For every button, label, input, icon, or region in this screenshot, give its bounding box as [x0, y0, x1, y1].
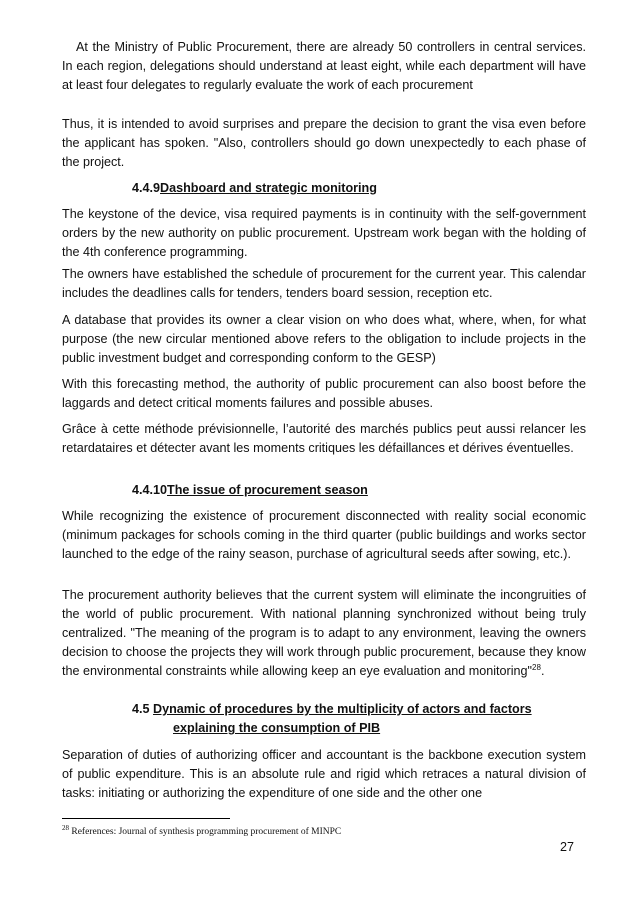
- heading-title: Dashboard and strategic monitoring: [160, 181, 377, 195]
- paragraph-keystone: The keystone of the device, visa required payments is in continuity with the self-government orders by the new authority on public procurement. Upstream work began with the holding of the 4th conference programming.: [62, 207, 586, 259]
- heading-title-line1: Dynamic of procedures by the multiplicity of actors and factors: [153, 702, 532, 716]
- heading-number: 4.5: [132, 702, 150, 716]
- paragraph-french: Grâce à cette méthode prévisionnelle, l’autorité des marchés publics peut aussi relancer les retardataires et détecter avant les moments critiques les défaillances et dérives éventuelles.: [62, 422, 586, 455]
- paragraph-forecasting: With this forecasting method, the authority of public procurement can also boost before the laggards and detect critical moments failures and possible abuses.: [62, 377, 586, 410]
- heading-title-line2: explaining the consumption of PIB: [173, 721, 381, 735]
- paragraph-database: A database that provides its owner a clear vision on who does what, where, when, for what purpose (the new circular mentioned above refers to the obligation to include projects in the public investment budget and corresponding conform to the GESP): [62, 313, 586, 365]
- footnote-separator: [62, 818, 230, 819]
- page-number: 27: [560, 840, 575, 854]
- heading-4-4-10: [132, 481, 368, 500]
- heading-4-4-9: [132, 179, 377, 198]
- paragraph-separation-of-duties: Separation of duties of authorizing officer and accountant is the backbone execution system of public expenditure. This is an absolute rule and rigid which retraces a natural division of tasks: initiating or authorizing the expenditure of one side and the other one: [62, 748, 586, 800]
- heading-number: 4.4.10: [132, 483, 168, 497]
- heading-4-5: [132, 700, 592, 738]
- heading-number: 4.4.9: [132, 181, 161, 195]
- heading-title: The issue of procurement season: [167, 483, 368, 497]
- footnote-number: 28: [62, 824, 69, 832]
- footnote-text: References: Journal of synthesis programming procurement of MINPC: [71, 827, 342, 838]
- paragraph-authority-believes: The procurement authority believes that the current system will eliminate the incongruities of the world of public procurement. With national planning synchronized without being truly centralized. "The meaning of the program is to adapt to any environment, leaving the owners decision to choose the projects they will work through public procurement, because they know the environmental constraints while allowing keep an eye evaluation and monitoring"$^{28}$.: [62, 588, 586, 678]
- paragraph-surprises: Thus, it is intended to avoid surprises and prepare the decision to grant the visa even before the applicant has spoken. "Also, controllers should go down unexpectedly to each phase of the project.: [62, 117, 586, 169]
- footnote-reference[interactable]: 28: [532, 662, 541, 672]
- footnote: [62, 822, 586, 838]
- paragraph-controllers: At the Ministry of Public Procurement, there are already 50 controllers in central services. In each region, delegations should understand at least eight, while each department will have at least four delegates to regularly evaluate the work of each procurement: [62, 40, 586, 92]
- paragraph-schedule: The owners have established the schedule of procurement for the current year. This calendar includes the deadlines calls for tenders, tenders board session, reception etc.: [62, 267, 586, 300]
- paragraph-procurement-season: While recognizing the existence of procurement disconnected with reality social economic (minimum packages for schools coming in the third quarter (public buildings and works sector launched to the edge of the rainy season, purchase of agricultural seeds after sowing, etc.).: [62, 509, 586, 561]
